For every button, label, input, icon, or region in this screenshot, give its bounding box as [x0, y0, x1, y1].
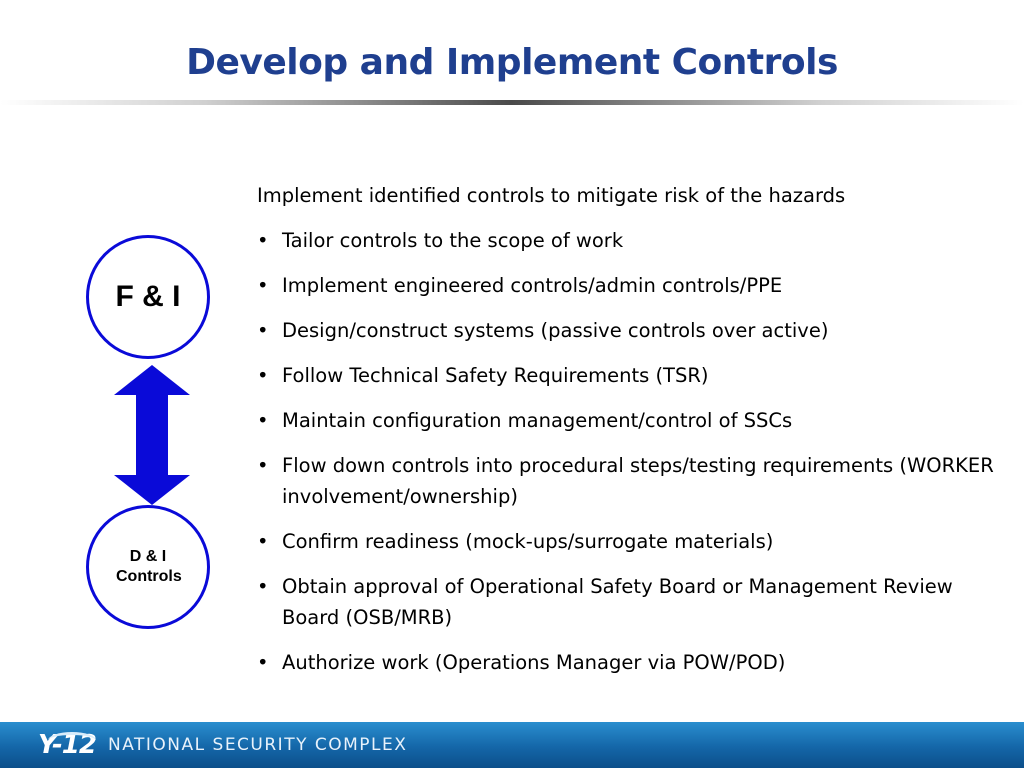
bullet-item	[257, 405, 997, 436]
di-controls-circle	[86, 505, 210, 629]
bullet-item	[257, 225, 997, 256]
footer-bar	[0, 722, 1024, 768]
bullet-list	[257, 225, 997, 678]
fi-circle	[86, 235, 210, 359]
bullet-text: Follow Technical Safety Requirements (TSR)	[282, 364, 709, 387]
y12-logo	[38, 730, 96, 760]
bullet-dot-icon: •	[257, 364, 269, 387]
logo-text: Y-12	[38, 730, 96, 760]
bullet-dot-icon: •	[257, 454, 269, 477]
bullet-item	[257, 360, 997, 391]
bullet-text: Maintain configuration management/control of SSCs	[282, 409, 793, 432]
bullet-item	[257, 450, 997, 512]
slide-content	[257, 180, 997, 692]
bullet-item	[257, 571, 997, 633]
bullet-dot-icon: •	[257, 651, 269, 674]
logo-swoosh-icon	[48, 732, 96, 749]
bullet-dot-icon: •	[257, 274, 269, 297]
di-controls-circle-label: D & I Controls	[116, 548, 182, 585]
bullet-item	[257, 315, 997, 346]
bullet-dot-icon: •	[257, 575, 269, 598]
bullet-item	[257, 526, 997, 557]
footer-text: NATIONAL SECURITY COMPLEX	[108, 735, 408, 755]
bullet-text: Flow down controls into procedural steps/testing requirements (WORKER involvement/ownership)	[282, 454, 994, 508]
bullet-dot-icon: •	[257, 319, 269, 342]
controls-diagram	[80, 235, 220, 635]
fi-circle-label: F & I	[115, 280, 181, 313]
bullet-text: Tailor controls to the scope of work	[282, 229, 624, 252]
bullet-text: Design/construct systems (passive controls over active)	[282, 319, 829, 342]
bullet-item	[257, 647, 997, 678]
bullet-text: Obtain approval of Operational Safety Board or Management Review Board (OSB/MRB)	[282, 575, 953, 629]
double-arrow-icon	[114, 365, 190, 505]
bullet-dot-icon: •	[257, 229, 269, 252]
bullet-dot-icon: •	[257, 530, 269, 553]
intro-text: Implement identified controls to mitigate risk of the hazards	[257, 184, 846, 207]
double-arrow-shape	[114, 365, 190, 505]
bullet-text: Confirm readiness (mock-ups/surrogate materials)	[282, 530, 774, 553]
bullet-text: Implement engineered controls/admin controls/PPE	[282, 274, 783, 297]
bullet-item	[257, 270, 997, 301]
slide-title: Develop and Implement Controls	[186, 42, 838, 83]
title-divider	[0, 100, 1024, 105]
bullet-text: Authorize work (Operations Manager via POW/POD)	[282, 651, 786, 674]
bullet-dot-icon: •	[257, 409, 269, 432]
